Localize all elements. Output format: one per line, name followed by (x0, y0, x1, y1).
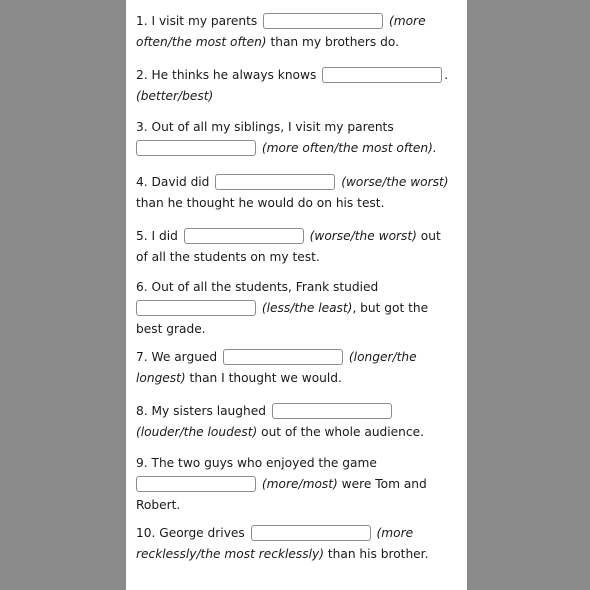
answer-input-10[interactable] (251, 525, 371, 541)
answer-input-2[interactable] (322, 67, 442, 83)
q6-text-end: best grade. (136, 322, 206, 336)
answer-input-1[interactable] (263, 13, 383, 29)
question-6 (136, 277, 456, 340)
q4-option: (worse/the worst) (341, 175, 449, 189)
answer-input-3[interactable] (136, 140, 256, 156)
q2-text: 2. He thinks he always knows (136, 68, 317, 82)
q7-option-cont: longest) (136, 371, 186, 385)
question-3 (136, 117, 456, 159)
q7-option: (longer/the (348, 350, 417, 364)
q5-option: (worse/the worst) (309, 229, 417, 243)
q4-text: 4. David did (136, 175, 210, 189)
q1-text: 1. I visit my parents (136, 14, 258, 28)
answer-input-4[interactable] (215, 174, 335, 190)
worksheet (126, 0, 467, 590)
question-4 (136, 172, 456, 214)
q10-text: 10. George drives (136, 526, 245, 540)
q7-text: 7. We argued (136, 350, 218, 364)
q1-option: (more (388, 14, 426, 28)
answer-input-5[interactable] (184, 228, 304, 244)
answer-input-7[interactable] (223, 349, 343, 365)
q10-text-end: than his brother. (323, 547, 429, 561)
q1-text-end: than my brothers do. (266, 35, 400, 49)
question-10 (136, 523, 456, 565)
q3-text: 3. Out of all my siblings, I visit my parents (136, 120, 394, 134)
q10-option-cont: recklessly/the most recklessly) (136, 547, 324, 561)
q9-text: 9. The two guys who enjoyed the game (136, 456, 377, 470)
question-1 (136, 11, 456, 53)
q2-period: . (444, 68, 449, 82)
q4-text-end: than he thought he would do on his test. (136, 196, 385, 210)
q1-option-cont: often/the most often) (136, 35, 267, 49)
question-5 (136, 226, 456, 268)
q5-text-mid: out (416, 229, 441, 243)
q9-text-mid: were Tom and (337, 477, 427, 491)
q6-text-mid: , but got the (352, 301, 429, 315)
q7-text-end: than I thought we would. (185, 371, 342, 385)
answer-input-8[interactable] (272, 403, 392, 419)
q8-option: (louder/the loudest) (136, 425, 258, 439)
question-7 (136, 347, 456, 389)
q3-option: (more often/the most often). (261, 141, 437, 155)
q6-text: 6. Out of all the students, Frank studied (136, 280, 379, 294)
q8-text: 8. My sisters laughed (136, 404, 266, 418)
q9-option: (more/most) (261, 477, 338, 491)
question-8 (136, 401, 456, 443)
q5-text: 5. I did (136, 229, 178, 243)
q2-option: (better/best) (136, 89, 214, 103)
q10-option: (more (376, 526, 414, 540)
answer-input-9[interactable] (136, 476, 256, 492)
q9-text-end: Robert. (136, 498, 181, 512)
q5-text-end: of all the students on my test. (136, 250, 320, 264)
answer-input-6[interactable] (136, 300, 256, 316)
q6-option: (less/the least) (261, 301, 353, 315)
q8-text-end: out of the whole audience. (257, 425, 424, 439)
question-9 (136, 453, 456, 516)
question-2 (136, 65, 456, 107)
